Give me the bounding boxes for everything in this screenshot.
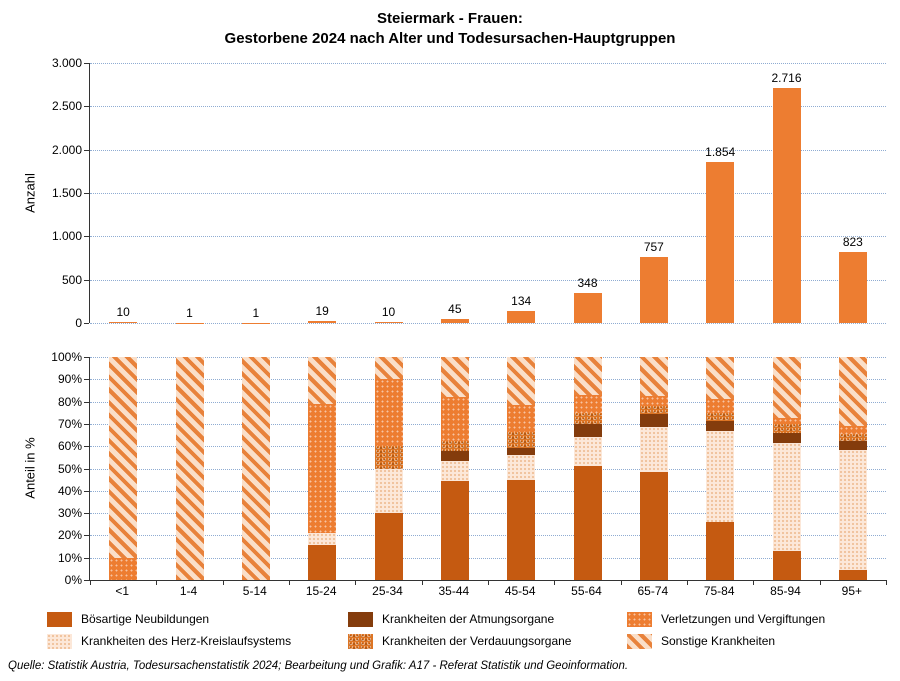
stack-segment-verletzung bbox=[773, 418, 801, 424]
stack-segment-verletzung bbox=[507, 405, 535, 432]
stack-segment-boesartige bbox=[375, 513, 403, 580]
share-plot-area bbox=[89, 357, 886, 581]
y-tick-mark bbox=[84, 580, 89, 581]
stack-segment-verdauung bbox=[640, 406, 668, 414]
count-bar bbox=[308, 321, 336, 323]
bar-value-label: 1 bbox=[186, 305, 193, 320]
y-tick-label: 30% bbox=[57, 506, 82, 521]
legend-label: Verletzungen und Vergiftungen bbox=[661, 612, 826, 626]
stack-segment-verdauung bbox=[507, 432, 535, 449]
bar-value-label: 757 bbox=[643, 240, 664, 255]
stack-segment-herz bbox=[574, 437, 602, 466]
count-axis-title: Anzahl bbox=[22, 173, 38, 213]
stack-segment-verdauung bbox=[839, 434, 867, 441]
gridline bbox=[90, 63, 886, 64]
gridline bbox=[90, 379, 886, 380]
y-tick-mark bbox=[84, 193, 89, 194]
count-plot-area bbox=[89, 63, 886, 323]
legend-swatch-herz bbox=[47, 634, 72, 649]
stack-segment-atmung bbox=[507, 448, 535, 455]
gridline bbox=[90, 357, 886, 358]
y-tick-label: 40% bbox=[57, 483, 82, 498]
y-tick-mark bbox=[84, 424, 89, 425]
stack-segment-sonstige bbox=[574, 357, 602, 395]
bar-value-label: 19 bbox=[315, 304, 329, 319]
y-tick-label: 90% bbox=[57, 372, 82, 387]
share-axis-title: Anteil in % bbox=[22, 437, 38, 499]
y-tick-mark bbox=[84, 236, 89, 237]
stack-segment-herz bbox=[507, 455, 535, 480]
x-axis-label: 35-44 bbox=[438, 584, 470, 598]
legend-label: Krankheiten des Herz-Kreislaufsystems bbox=[81, 634, 292, 648]
x-axis-label: 45-54 bbox=[504, 584, 536, 598]
stack-segment-verletzung bbox=[640, 396, 668, 406]
stack-segment-sonstige bbox=[375, 357, 403, 379]
gridline bbox=[90, 446, 886, 447]
stack-segment-verletzung bbox=[574, 395, 602, 413]
gridline bbox=[90, 323, 886, 324]
y-tick-mark bbox=[84, 150, 89, 151]
x-axis-label: 65-74 bbox=[637, 584, 669, 598]
y-tick-mark bbox=[84, 558, 89, 559]
stack-segment-verdauung bbox=[441, 441, 469, 451]
legend-item-verdauung bbox=[348, 633, 571, 649]
stack-segment-herz bbox=[839, 450, 867, 570]
stack-segment-verletzung bbox=[109, 558, 137, 580]
y-tick-mark bbox=[84, 280, 89, 281]
stack-segment-sonstige bbox=[308, 357, 336, 404]
gridline bbox=[90, 469, 886, 470]
x-axis-label: 85-94 bbox=[770, 584, 801, 598]
y-tick-label: 2.000 bbox=[51, 142, 82, 157]
y-tick-mark bbox=[84, 106, 89, 107]
stack-segment-herz bbox=[706, 431, 734, 522]
gridline bbox=[90, 491, 886, 492]
stack-segment-sonstige bbox=[706, 357, 734, 399]
legend-swatch-atmung bbox=[348, 612, 373, 627]
count-bar bbox=[375, 322, 403, 323]
gridline bbox=[90, 424, 886, 425]
y-tick-label: 500 bbox=[61, 272, 82, 287]
x-axis-label: 55-64 bbox=[571, 584, 602, 598]
stack-segment-herz bbox=[773, 443, 801, 551]
y-tick-label: 60% bbox=[57, 439, 82, 454]
bar-value-label: 134 bbox=[511, 294, 532, 309]
legend-item-herz bbox=[47, 633, 291, 649]
bar-value-label: 10 bbox=[381, 305, 396, 320]
legend-item-verletzung bbox=[627, 611, 825, 627]
gridline bbox=[90, 535, 886, 536]
gridline bbox=[90, 236, 886, 237]
y-tick-mark bbox=[84, 513, 89, 514]
stack-segment-herz bbox=[640, 427, 668, 472]
bar-value-label: 348 bbox=[577, 275, 598, 290]
bar-value-label: 823 bbox=[842, 234, 863, 249]
legend-item-atmung bbox=[348, 611, 554, 627]
stack-segment-atmung bbox=[574, 424, 602, 437]
count-bar bbox=[706, 162, 734, 323]
x-tick-mark bbox=[886, 580, 887, 585]
stack-segment-verdauung bbox=[375, 446, 403, 468]
stack-segment-boesartige bbox=[640, 472, 668, 580]
bar-value-label: 45 bbox=[448, 302, 462, 317]
y-tick-mark bbox=[84, 402, 89, 403]
count-bar bbox=[640, 257, 668, 323]
bar-value-label: 2.716 bbox=[771, 70, 802, 85]
count-bar bbox=[441, 319, 469, 323]
stack-segment-boesartige bbox=[441, 481, 469, 580]
legend-label: Krankheiten der Atmungsorgane bbox=[382, 612, 555, 626]
y-tick-label: 2.500 bbox=[51, 99, 82, 114]
y-tick-mark bbox=[84, 491, 89, 492]
stack-segment-verletzung bbox=[706, 399, 734, 412]
count-bar bbox=[574, 293, 602, 323]
chart-title-line1: Steiermark - Frauen: bbox=[377, 10, 523, 27]
y-tick-mark bbox=[84, 379, 89, 380]
stack-segment-sonstige bbox=[441, 357, 469, 397]
legend-swatch-sonstige bbox=[627, 634, 652, 649]
gridline bbox=[90, 106, 886, 107]
chart-title-line2: Gestorbene 2024 nach Alter und Todesursachen-Hauptgruppen bbox=[224, 30, 676, 47]
y-tick-label: 50% bbox=[57, 461, 82, 476]
stack-segment-sonstige bbox=[640, 357, 668, 396]
stack-segment-herz bbox=[308, 533, 336, 545]
legend-label: Krankheiten der Verdauungsorgane bbox=[382, 634, 572, 648]
y-tick-label: 80% bbox=[57, 394, 82, 409]
gridline bbox=[90, 193, 886, 194]
count-bar bbox=[773, 88, 801, 323]
count-bar bbox=[839, 252, 867, 323]
stack-segment-atmung bbox=[839, 441, 867, 450]
y-tick-label: 1.500 bbox=[51, 186, 82, 200]
bar-value-label: 1 bbox=[252, 305, 260, 320]
gridline bbox=[90, 402, 886, 403]
legend-item-sonstige bbox=[627, 633, 775, 649]
y-tick-label: 70% bbox=[57, 416, 82, 431]
x-axis-label: <1 bbox=[115, 584, 129, 598]
gridline bbox=[90, 150, 886, 151]
legend-swatch-verdauung bbox=[348, 634, 373, 649]
gridline bbox=[90, 513, 886, 514]
stack-segment-verletzung bbox=[839, 426, 867, 434]
stack-segment-sonstige bbox=[242, 357, 270, 580]
y-tick-label: 0% bbox=[64, 573, 82, 587]
gridline bbox=[90, 558, 886, 559]
legend-item-boesartige bbox=[47, 611, 209, 627]
legend-swatch-boesartige bbox=[47, 612, 72, 627]
stack-segment-sonstige bbox=[839, 357, 867, 426]
stack-segment-verletzung bbox=[375, 379, 403, 446]
y-tick-mark bbox=[84, 469, 89, 470]
stack-segment-verdauung bbox=[574, 413, 602, 424]
gridline bbox=[90, 280, 886, 281]
x-axis-label: 95+ bbox=[841, 584, 862, 598]
stack-segment-sonstige bbox=[773, 357, 801, 418]
x-axis-label: 15-24 bbox=[305, 584, 337, 598]
stack-segment-boesartige bbox=[839, 570, 867, 580]
stack-segment-sonstige bbox=[507, 357, 535, 405]
stack-segment-verdauung bbox=[773, 424, 801, 433]
stack-segment-atmung bbox=[706, 421, 734, 431]
count-bar bbox=[507, 311, 535, 323]
stack-segment-atmung bbox=[441, 451, 469, 461]
legend-label: Bösartige Neubildungen bbox=[81, 612, 210, 626]
legend-swatch-verletzung bbox=[627, 612, 652, 627]
stack-segment-verletzung bbox=[308, 404, 336, 533]
y-tick-mark bbox=[84, 323, 89, 324]
source-note: Quelle: Statistik Austria, Todesursachenstatistik 2024; Bearbeitung und Grafik: A17 - Referat Statistik und Geoinformation. bbox=[8, 660, 629, 672]
y-tick-label: 1.000 bbox=[51, 229, 82, 244]
count-bar bbox=[109, 322, 137, 323]
y-tick-mark bbox=[84, 446, 89, 447]
bar-value-label: 1.854 bbox=[705, 145, 736, 160]
stack-segment-verdauung bbox=[706, 413, 734, 421]
stack-segment-boesartige bbox=[308, 545, 336, 580]
x-axis-label: 1-4 bbox=[179, 584, 198, 598]
stack-segment-boesartige bbox=[507, 480, 535, 580]
stack-segment-boesartige bbox=[574, 466, 602, 580]
bar-value-label: 10 bbox=[116, 305, 130, 320]
stack-segment-herz bbox=[441, 461, 469, 481]
chart-title bbox=[0, 9, 900, 49]
stack-segment-boesartige bbox=[706, 522, 734, 580]
x-axis-label: 75-84 bbox=[703, 584, 735, 598]
stack-segment-atmung bbox=[640, 414, 668, 427]
y-tick-label: 20% bbox=[57, 528, 82, 543]
y-tick-mark bbox=[84, 535, 89, 536]
stack-segment-herz bbox=[375, 469, 403, 514]
x-axis-label: 5-14 bbox=[242, 584, 267, 598]
stack-segment-sonstige bbox=[176, 357, 204, 580]
y-tick-mark bbox=[84, 357, 89, 358]
y-tick-label: 0 bbox=[75, 316, 82, 330]
stack-segment-verletzung bbox=[441, 397, 469, 442]
stack-segment-boesartige bbox=[773, 551, 801, 580]
y-tick-label: 10% bbox=[57, 550, 82, 565]
y-tick-mark bbox=[84, 63, 89, 64]
x-axis-label: 25-34 bbox=[372, 584, 403, 598]
legend-label: Sonstige Krankheiten bbox=[661, 634, 776, 648]
y-tick-label: 3.000 bbox=[51, 56, 82, 70]
stack-segment-sonstige bbox=[109, 357, 137, 558]
stack-segment-atmung bbox=[773, 433, 801, 443]
y-tick-label: 100% bbox=[51, 350, 82, 364]
